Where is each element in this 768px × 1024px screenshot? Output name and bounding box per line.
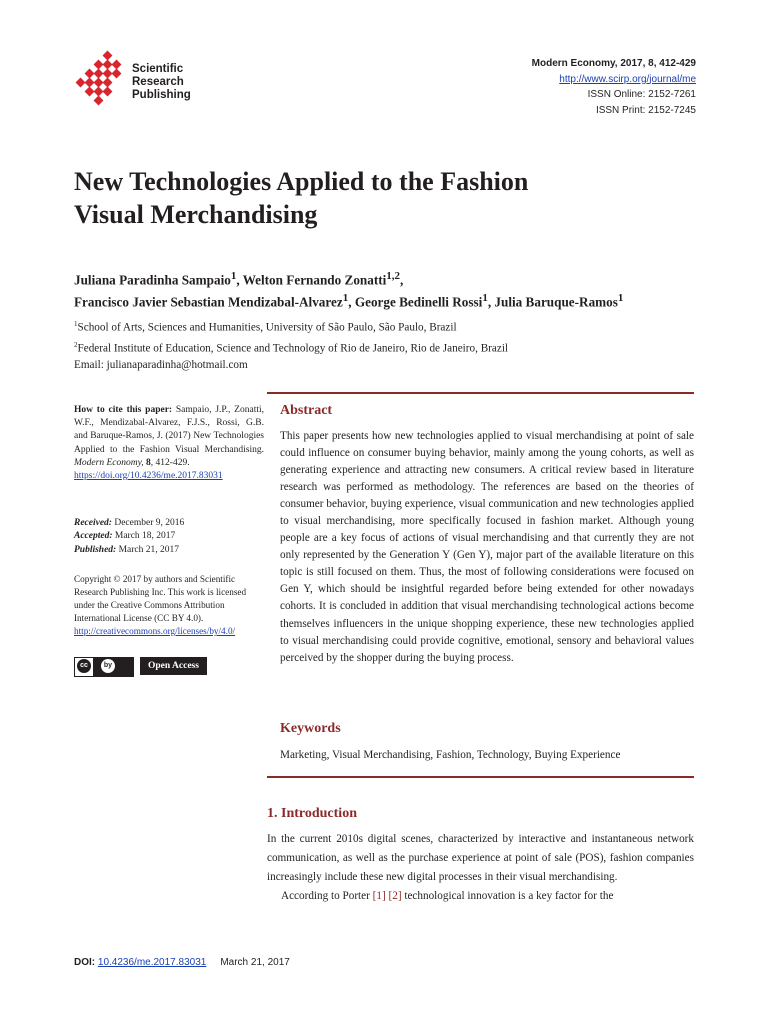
cite-label: How to cite this paper: bbox=[74, 405, 173, 415]
accepted-label: Accepted: bbox=[74, 531, 113, 542]
author-email: Email: julianaparadinha@hotmail.com bbox=[74, 359, 248, 372]
footer-date: March 21, 2017 bbox=[220, 957, 290, 968]
issn-online: ISSN Online: 2152-7261 bbox=[587, 89, 696, 100]
footer-doi-link[interactable]: 10.4236/me.2017.83031 bbox=[97, 957, 207, 968]
issn-print: ISSN Print: 2152-7245 bbox=[595, 104, 696, 116]
how-to-cite bbox=[74, 404, 264, 483]
published-label: Published: bbox=[74, 544, 117, 555]
author-name: George Bedinelli Rossi bbox=[354, 294, 483, 310]
author-name: Juliana Paradinha Sampaio bbox=[74, 272, 231, 288]
published-date: March 21, 2017 bbox=[118, 544, 180, 555]
logo-line-3: Publishing bbox=[132, 89, 191, 101]
accepted-date: March 18, 2017 bbox=[114, 531, 176, 542]
author-sep: , bbox=[236, 272, 243, 288]
author-list bbox=[74, 267, 714, 312]
logo-line-2: Research bbox=[132, 76, 184, 88]
intro-paragraph-2 bbox=[267, 887, 694, 906]
copyright-text: Copyright © 2017 by authors and Scientific Research Publishing Inc. This work is licensed under the Creative Commons Attribution International License (CC BY 4.0). bbox=[74, 574, 247, 623]
author-name: Julia Baruque-Ramos bbox=[494, 294, 618, 310]
author-sep: , bbox=[400, 272, 404, 288]
intro-paragraph-1: In the current 2010s digital scenes, characterized by interactive and instantaneous network communication, as well as the purchase experience at point of sale (POS), fashion companies increasingly include these new digital processes in their visual merchandising. bbox=[267, 833, 694, 883]
author-sup: 1 bbox=[482, 292, 488, 305]
author-sup: 1,2 bbox=[386, 270, 401, 282]
footer-doi-label: DOI: bbox=[74, 957, 98, 968]
cite-pages: , 412-429. bbox=[150, 457, 190, 468]
affiliation-2: Federal Institute of Education, Science and Technology of Rio de Janeiro, Rio de Janeiro, Brazil bbox=[77, 342, 509, 355]
keywords-bottom-rule bbox=[267, 776, 694, 778]
keywords-heading: Keywords bbox=[280, 721, 341, 736]
introduction-text bbox=[267, 830, 694, 906]
cc-icon: cc bbox=[77, 659, 91, 673]
author-sep: , bbox=[348, 294, 355, 310]
cc-by-badge[interactable] bbox=[74, 657, 134, 677]
author-name: Welton Fernando Zonatti bbox=[242, 272, 387, 288]
affiliation-1: School of Arts, Sciences and Humanities, University of São Paulo, São Paulo, Brazil bbox=[77, 321, 457, 334]
journal-citation-line: Modern Economy, 2017, 8, 412-429 bbox=[531, 58, 696, 69]
author-sep: , bbox=[487, 294, 495, 310]
cite-doi-link[interactable]: https://doi.org/10.4236/me.2017.83031 bbox=[74, 471, 223, 482]
open-access-badge: Open Access bbox=[140, 657, 207, 675]
journal-url-link[interactable]: http://www.scirp.org/journal/me bbox=[559, 73, 696, 85]
author-sup: 1 bbox=[342, 292, 349, 305]
affiliations bbox=[74, 316, 714, 374]
cite-journal: Modern Economy, bbox=[74, 457, 144, 468]
cite-volume: 8 bbox=[146, 457, 151, 468]
received-label: Received: bbox=[74, 518, 112, 528]
abstract-heading: Abstract bbox=[280, 403, 333, 418]
introduction-heading: 1. Introduction bbox=[267, 806, 357, 821]
reference-1-link[interactable]: [1] bbox=[372, 890, 386, 902]
publication-dates bbox=[74, 517, 264, 557]
logo-text bbox=[132, 63, 191, 102]
author-name: Francisco Javier Sebastian Mendizabal-Alvarez bbox=[74, 294, 343, 310]
copyright-notice bbox=[74, 573, 264, 638]
received-date: December 9, 2016 bbox=[114, 518, 185, 528]
paper-title bbox=[74, 165, 694, 231]
cite-text: Sampaio, J.P., Zonatti, W.F., Mendizabal-Alvarez, F.J.S., Rossi, G.B. and Baruque-Ramos, J. (2017) New Technologies Applied to the Fashion Visual Merchandising. bbox=[74, 405, 264, 455]
author-sup: 1 bbox=[617, 292, 624, 305]
abstract-top-rule bbox=[267, 392, 694, 394]
license-link[interactable]: http://creativecommons.org/licenses/by/4.0/ bbox=[74, 626, 236, 636]
page-footer bbox=[74, 956, 290, 970]
author-sup: 1 bbox=[230, 270, 237, 282]
keywords-text: Marketing, Visual Merchandising, Fashion, Technology, Buying Experience bbox=[280, 749, 621, 761]
journal-info bbox=[532, 56, 696, 118]
logo-line-1: Scientific bbox=[132, 63, 184, 75]
abstract-text: This paper presents how new technologies applied to visual merchandising at point of sale could influence on consumer buying behavior, mainly among the young cohorts, as well as generating experience and attracting new consumers. A critical review based in literature research was performed as methodology. The references are based on the theories of consumer behavior, buying experience, visual communication and new technologies applied to visual merchandising, more specifically focused in fashion market. Although young people are a key focus of actions of visual merchandising and that currently they are not only represented by the Generation Y (Gen Y), major part of the available literature on this topic is still focused on them. Thus, the most of following considerations were focused on Gen Y, which should be insightful regarded before being extended for other nowadays cohorts. It is concluded in addition that visual merchandising technological actions become themselves influencers in the unique shopping experience, these new technologies applied to visual merchandising could provide cognitive, emotional, sensory and behavioral values perceived by the shopper during the buying process. bbox=[280, 430, 694, 664]
reference-2-link[interactable]: [2] bbox=[388, 890, 402, 902]
title-line-2: Visual Merchandising bbox=[74, 200, 318, 229]
logo-diamond-icon bbox=[74, 50, 132, 112]
by-icon: by bbox=[101, 659, 115, 673]
para2-end: technological innovation is a key factor for the bbox=[401, 890, 614, 902]
title-line-1: New Technologies Applied to the Fashion bbox=[74, 167, 529, 196]
para2-start: According to Porter bbox=[281, 890, 373, 902]
affiliation-sup: 2 bbox=[74, 340, 78, 349]
affiliation-sup: 1 bbox=[74, 320, 78, 328]
